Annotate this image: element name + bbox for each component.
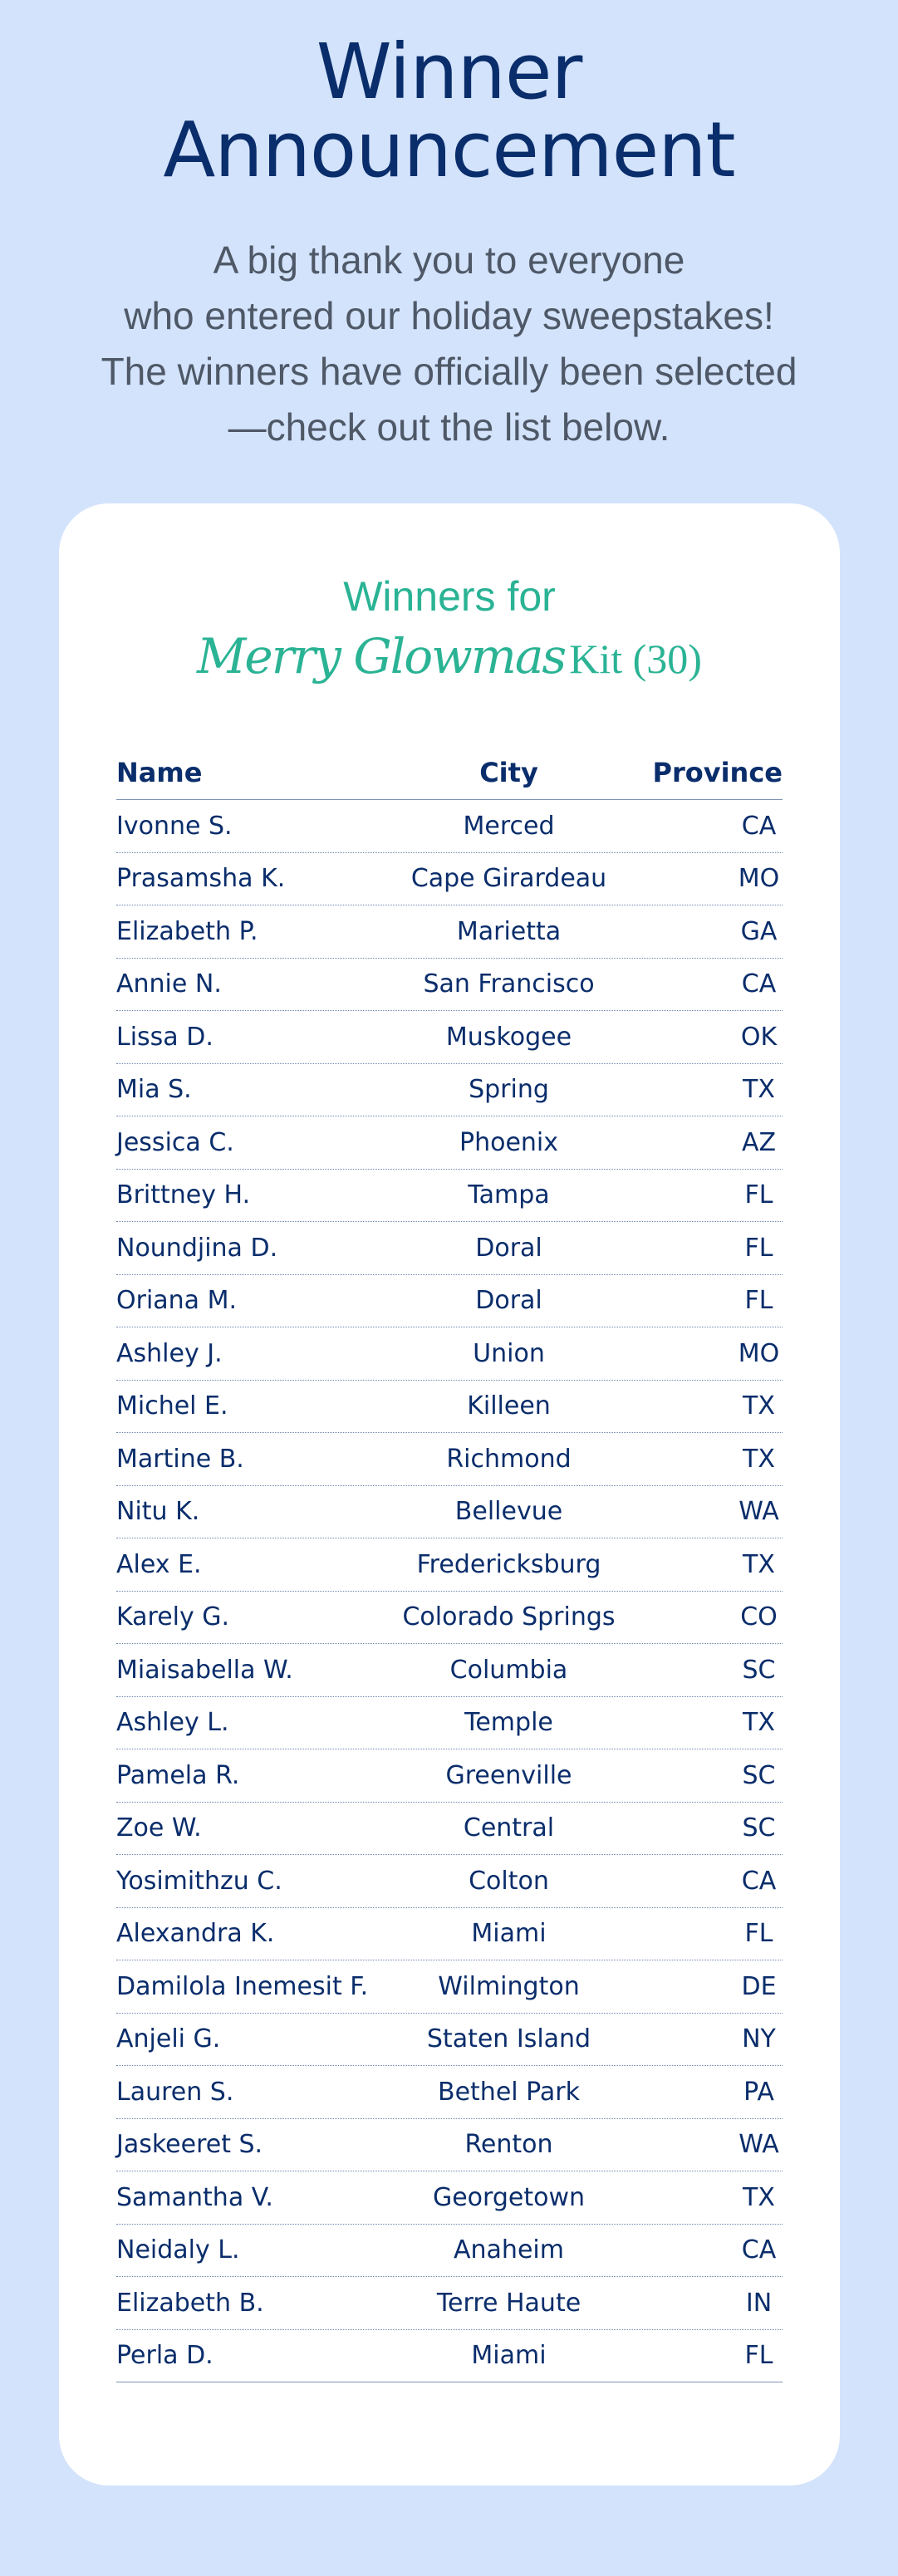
- winner-province-cell: [652, 1497, 783, 1526]
- winner-city: Miami: [471, 2341, 547, 2371]
- prize-name: [59, 628, 840, 697]
- winner-province-cell: [652, 864, 783, 893]
- winner-city: Greenville: [445, 1760, 572, 1790]
- winner-city: Doral: [475, 1233, 542, 1263]
- winners-table: [116, 746, 783, 2382]
- winner-province: CO: [740, 1602, 778, 1632]
- table-row: [116, 1116, 783, 1170]
- table-row: [116, 959, 783, 1012]
- table-row: [116, 800, 783, 853]
- table-row: [116, 2014, 783, 2067]
- card-heading-label: Winners for: [343, 573, 556, 620]
- intro-line: who entered our holiday sweepstakes!: [124, 294, 774, 337]
- winner-name: Mia S.: [116, 1075, 192, 1105]
- winner-province: SC: [742, 1655, 776, 1685]
- winner-name: Alexandra K.: [116, 1919, 275, 1949]
- table-header: [116, 746, 783, 800]
- winner-city: Richmond: [446, 1444, 572, 1474]
- winner-name: Jessica C.: [116, 1127, 234, 1157]
- winner-city: Temple: [464, 1708, 553, 1738]
- winner-name: Ashley J.: [116, 1338, 223, 1368]
- winner-province: FL: [744, 1286, 773, 1316]
- table-row: [116, 1433, 783, 1486]
- winner-province-cell: [652, 2235, 783, 2264]
- winner-province-cell: [652, 2183, 783, 2212]
- winners-card: [59, 503, 840, 2485]
- winner-city: Bellevue: [454, 1497, 563, 1527]
- winner-city: Fredericksburg: [416, 1549, 601, 1579]
- winner-province: CA: [741, 1866, 777, 1896]
- winner-name: Prasamsha K.: [116, 864, 286, 894]
- winner-name: Elizabeth B.: [116, 2288, 264, 2318]
- winner-province: PA: [743, 2077, 774, 2107]
- winner-name: Elizabeth P.: [116, 916, 258, 946]
- column-header-city: City: [479, 757, 538, 788]
- table-row: [116, 2277, 783, 2330]
- table-row: [116, 1697, 783, 1750]
- table-row: [116, 1381, 783, 1434]
- winner-province-cell: [652, 1656, 783, 1685]
- intro-text: [50, 233, 848, 455]
- winner-province-cell: [652, 1286, 783, 1315]
- winner-province: IN: [745, 2288, 773, 2318]
- title-line-2: Announcement: [163, 105, 735, 194]
- table-row: [116, 1011, 783, 1064]
- prize-script-name: Merry Glowmas: [197, 628, 566, 684]
- winner-city: San Francisco: [423, 969, 595, 999]
- winner-province: FL: [744, 2341, 773, 2371]
- winner-province: TX: [743, 2182, 775, 2212]
- winner-province-cell: [652, 2024, 783, 2053]
- winner-name: Zoe W.: [116, 1813, 202, 1843]
- winner-name: Samantha V.: [116, 2182, 273, 2212]
- winner-province-cell: [652, 1550, 783, 1579]
- winner-province-cell: [652, 2341, 783, 2370]
- winner-city: Merced: [463, 811, 555, 841]
- winner-city: Central: [463, 1813, 555, 1843]
- winner-province: DE: [741, 1971, 777, 2001]
- winner-city: Anaheim: [454, 2235, 564, 2265]
- winner-name: Lissa D.: [116, 1022, 213, 1052]
- winner-province: NY: [742, 2024, 776, 2054]
- winner-province-cell: [652, 1602, 783, 1631]
- winner-province-cell: [652, 1972, 783, 2001]
- winner-province-cell: [652, 1234, 783, 1263]
- winner-province: MO: [738, 1338, 780, 1368]
- winner-city: Renton: [464, 2130, 553, 2160]
- winner-city: Georgetown: [432, 2182, 586, 2212]
- winner-province: SC: [742, 1813, 776, 1843]
- winner-city: Miami: [471, 1919, 547, 1949]
- winner-name: Alex E.: [116, 1549, 202, 1579]
- winner-province: CA: [741, 811, 777, 841]
- winner-city: Wilmington: [438, 1971, 580, 2001]
- winner-province-cell: [652, 969, 783, 999]
- winner-province-cell: [652, 1445, 783, 1474]
- winner-province-cell: [652, 917, 783, 946]
- winner-city: Spring: [469, 1075, 549, 1105]
- table-row: [116, 2171, 783, 2225]
- winner-name: Lauren S.: [116, 2077, 234, 2107]
- title-line-1: Winner: [316, 27, 582, 116]
- winner-city: Colorado Springs: [402, 1602, 616, 1632]
- winner-province: FL: [744, 1919, 773, 1949]
- winner-name: Damilola Inemesit F.: [116, 1971, 369, 2001]
- table-row: [116, 2066, 783, 2119]
- table-body: [116, 800, 783, 2382]
- table-row: [116, 1960, 783, 2014]
- winner-city: Staten Island: [426, 2024, 591, 2054]
- winner-province: SC: [742, 1760, 776, 1790]
- winner-province-cell: [652, 1180, 783, 1209]
- winner-name: Perla D.: [116, 2341, 213, 2371]
- intro-line: The winners have officially been selected: [101, 350, 797, 393]
- table-row: [116, 2119, 783, 2172]
- table-row: [116, 1592, 783, 1645]
- winner-city: Phoenix: [459, 1127, 559, 1157]
- table-row: [116, 1327, 783, 1381]
- intro-line: —check out the list below.: [228, 405, 670, 449]
- winner-province: GA: [740, 916, 778, 946]
- table-row: [116, 1644, 783, 1697]
- winner-name: Martine B.: [116, 1444, 244, 1474]
- winner-city: Cape Girardeau: [410, 864, 607, 894]
- winner-province: TX: [743, 1391, 775, 1421]
- column-header-name: Name: [116, 757, 203, 788]
- winner-province: MO: [738, 864, 780, 894]
- winner-name: Noundjina D.: [116, 1233, 278, 1263]
- winner-province: WA: [739, 2130, 779, 2160]
- table-row: [116, 1855, 783, 1908]
- winner-name: Yosimithzu C.: [116, 1866, 282, 1896]
- winner-name: Annie N.: [116, 969, 222, 999]
- winner-city: Terre Haute: [436, 2288, 581, 2318]
- table-row: [116, 905, 783, 959]
- winner-province: CA: [741, 2235, 777, 2265]
- winner-name: Brittney H.: [116, 1180, 251, 1210]
- winner-name: Oriana M.: [116, 1286, 238, 1316]
- intro-line: A big thank you to everyone: [213, 238, 685, 282]
- table-row: [116, 1486, 783, 1539]
- winner-province: TX: [743, 1708, 775, 1738]
- winner-city: Doral: [475, 1286, 542, 1316]
- winner-name: Neidaly L.: [116, 2235, 240, 2265]
- table-row: [116, 2225, 783, 2278]
- column-header-province: Province: [652, 757, 783, 788]
- winner-city: Tampa: [468, 1180, 550, 1210]
- winner-province-cell: [652, 812, 783, 841]
- table-row: [116, 1749, 783, 1803]
- table-row: [116, 1170, 783, 1223]
- winner-province-cell: [652, 1761, 783, 1790]
- winner-name: Miaisabella W.: [116, 1655, 293, 1685]
- winner-city: Union: [473, 1338, 545, 1368]
- winner-province-cell: [652, 1867, 783, 1896]
- prize-suffix: Kit (30): [569, 635, 702, 682]
- table-row: [116, 1275, 783, 1328]
- winner-province: TX: [743, 1444, 775, 1474]
- winner-name: Ashley L.: [116, 1708, 229, 1738]
- winner-province-cell: [652, 1339, 783, 1368]
- winner-province: TX: [743, 1075, 775, 1105]
- winner-city: Killeen: [467, 1391, 551, 1421]
- winner-province: FL: [744, 1180, 773, 1210]
- winner-province: AZ: [741, 1127, 777, 1157]
- winner-name: Ivonne S.: [116, 811, 233, 841]
- table-row: [116, 1222, 783, 1275]
- winner-name: Michel E.: [116, 1391, 228, 1421]
- winner-province-cell: [652, 1391, 783, 1420]
- winner-province: WA: [739, 1497, 779, 1527]
- winner-province: FL: [744, 1233, 773, 1263]
- table-row: [116, 1803, 783, 1856]
- table-row: [116, 1064, 783, 1117]
- winner-city: Colton: [469, 1866, 549, 1896]
- winner-name: Nitu K.: [116, 1497, 200, 1527]
- winner-city: Columbia: [449, 1655, 568, 1685]
- winner-province-cell: [652, 2078, 783, 2107]
- winner-province-cell: [652, 1075, 783, 1104]
- winner-city: Muskogee: [445, 1022, 572, 1052]
- table-row: [116, 1908, 783, 1961]
- winner-name: Pamela R.: [116, 1760, 240, 1790]
- table-row: [116, 853, 783, 906]
- winner-province-cell: [652, 1708, 783, 1737]
- table-row: [116, 2330, 783, 2383]
- page-title: [0, 27, 898, 194]
- winner-province-cell: [652, 1128, 783, 1157]
- winner-province: TX: [743, 1549, 775, 1579]
- winner-name: Anjeli G.: [116, 2024, 221, 2054]
- winner-city: Marietta: [456, 916, 562, 946]
- winner-province: CA: [741, 969, 777, 999]
- winner-province-cell: [652, 1919, 783, 1948]
- winner-province-cell: [652, 1023, 783, 1052]
- winner-province-cell: [652, 1813, 783, 1842]
- winner-city: Bethel Park: [438, 2077, 580, 2107]
- card-heading: [59, 570, 840, 697]
- winner-province-cell: [652, 2130, 783, 2159]
- winner-province-cell: [652, 2289, 783, 2318]
- winner-name: Karely G.: [116, 1602, 230, 1632]
- winner-name: Jaskeeret S.: [116, 2130, 263, 2160]
- winner-province: OK: [740, 1022, 778, 1052]
- table-row: [116, 1538, 783, 1592]
